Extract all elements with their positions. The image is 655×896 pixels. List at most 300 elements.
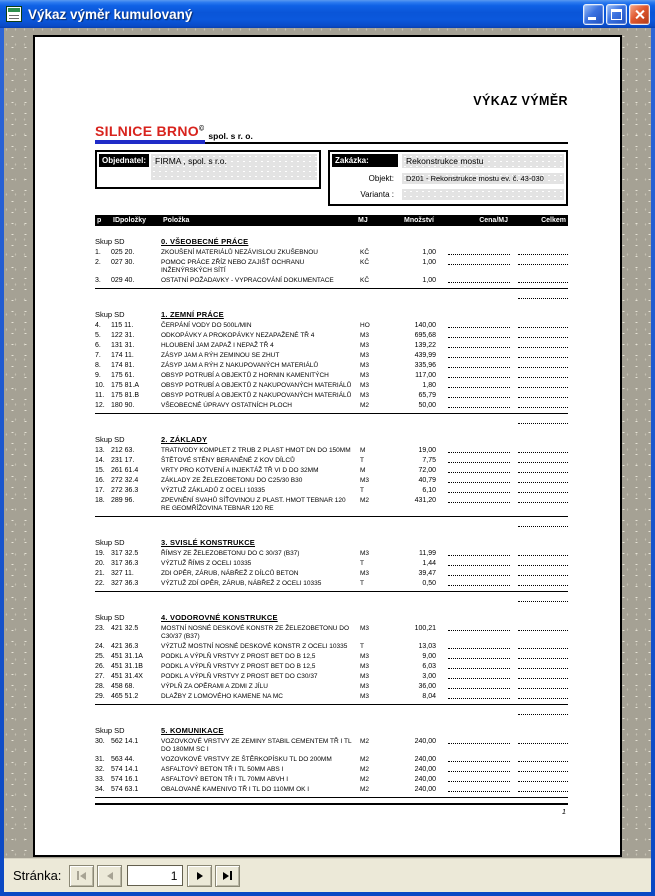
row-description: VOZOVKOVÉ VRSTVY ZE ZEMINY STABIL CEMENTEM TŘ I TL DO 180MM SC I: [161, 738, 352, 753]
row-unit-price: [436, 392, 510, 398]
dotted-placeholder: [518, 664, 568, 669]
section-title: 2. ZÁKLADY: [161, 435, 208, 444]
dotted-placeholder: [448, 654, 510, 659]
order-box: [328, 150, 568, 206]
row-item-id: 180 90.: [111, 402, 135, 409]
row-unit: M3: [360, 683, 370, 690]
row-total: [510, 332, 568, 338]
section-subtotal: [95, 517, 568, 527]
column-header-p: p: [97, 217, 102, 224]
table-row: [95, 392, 568, 400]
section-subtotal: [95, 592, 568, 602]
table-section: [95, 237, 568, 299]
section-title: 1. ZEMNÍ PRÁCE: [161, 310, 224, 319]
dotted-placeholder: [518, 458, 568, 463]
row-item-id: 574 14.1: [111, 766, 139, 773]
section-header: [95, 538, 568, 547]
row-quantity: 695,68: [414, 332, 436, 339]
section-rows: [95, 447, 568, 517]
row-total: [510, 477, 568, 483]
row-total: [510, 756, 568, 762]
row-total: [510, 467, 568, 473]
dotted-placeholder: [448, 684, 510, 689]
column-header-qty: Množství: [404, 217, 434, 224]
row-unit: M3: [360, 477, 370, 484]
section-rows: [95, 322, 568, 414]
dotted-placeholder: [518, 448, 568, 453]
row-number: 13.: [95, 447, 105, 454]
row-number: 31.: [95, 756, 105, 763]
table-row: [95, 457, 568, 465]
table-row: [95, 447, 568, 455]
row-unit-price: [436, 643, 510, 649]
maximize-icon: [611, 9, 622, 20]
dotted-placeholder: [518, 363, 568, 368]
dotted-placeholder: [448, 478, 510, 483]
row-unit: KČ: [360, 259, 370, 266]
dotted-placeholder: [448, 767, 510, 772]
row-description: ZPEVNĚNÍ SVAHŮ SÍŤOVINOU Z PLAST. HMOT TEBNAR 120 RE GEOMŘÍŽOVINA TEBNAR 120 RE: [161, 497, 346, 512]
row-unit: M3: [360, 372, 370, 379]
row-unit-price: [436, 738, 510, 744]
row-unit: HO: [360, 322, 370, 329]
dotted-placeholder: [448, 278, 510, 283]
row-quantity: 240,00: [414, 786, 436, 793]
row-number: 3.: [95, 277, 101, 284]
row-total: [510, 683, 568, 689]
dotted-placeholder: [448, 674, 510, 679]
row-quantity: 11,99: [419, 550, 436, 557]
row-unit-price: [436, 332, 510, 338]
row-quantity: 1,44: [422, 560, 436, 567]
row-total: [510, 402, 568, 408]
row-item-id: 451 31.4X: [111, 673, 143, 680]
row-number: 27.: [95, 673, 105, 680]
row-item-id: 231 17.: [111, 457, 135, 464]
row-quantity: 19,00: [418, 447, 436, 454]
row-number: 7.: [95, 352, 101, 359]
dotted-placeholder: [448, 403, 510, 408]
dotted-placeholder: [518, 373, 568, 378]
dotted-placeholder: [518, 674, 568, 679]
row-item-id: 174 11.: [111, 352, 134, 359]
row-unit-price: [436, 653, 510, 659]
row-description: DLAŽBY Z LOMOVÉHO KAMENE NA MC: [161, 693, 283, 700]
row-description: PODKL A VÝPLŇ VRSTVY Z PROST BET DO C30/37: [161, 673, 318, 680]
page-number-input[interactable]: [127, 865, 183, 886]
client-value: FIRMA , spol. s r.o.: [151, 154, 317, 180]
row-quantity: 3,00: [422, 673, 436, 680]
row-unit: T: [360, 580, 364, 587]
object-label: Objekt:: [368, 174, 394, 183]
row-unit-price: [436, 560, 510, 566]
dotted-placeholder: [518, 468, 568, 473]
dotted-placeholder: [448, 787, 510, 792]
dotted-placeholder: [518, 383, 568, 388]
dotted-placeholder: [448, 250, 510, 255]
preview-viewport[interactable]: [4, 28, 651, 858]
row-unit: M3: [360, 570, 370, 577]
dotted-placeholder: [518, 294, 568, 299]
row-number: 1.: [95, 249, 101, 256]
dotted-placeholder: [448, 260, 510, 265]
dotted-placeholder: [518, 777, 568, 782]
client-label: Objednatel:: [99, 154, 149, 167]
row-total: [510, 625, 568, 631]
window-controls: [583, 4, 650, 25]
row-item-id: 115 11.: [111, 322, 134, 329]
table-section: [95, 538, 568, 602]
close-button[interactable]: [629, 4, 650, 25]
row-description: VÝPLŇ ZA OPĚRAMI A ZDMI Z JÍLU: [161, 683, 268, 690]
table-row: [95, 249, 568, 257]
row-number: 32.: [95, 766, 105, 773]
dotted-placeholder: [518, 644, 568, 649]
table-row: [95, 653, 568, 661]
table-row: [95, 693, 568, 701]
row-description: OSTATNÍ POŽADAVKY - VYPRACOVÁNÍ DOKUMENTACE: [161, 277, 334, 284]
row-unit-price: [436, 487, 510, 493]
first-page-button[interactable]: [69, 865, 94, 887]
table-row: [95, 683, 568, 691]
row-item-id: 175 81.A: [111, 382, 140, 389]
row-unit-price: [436, 382, 510, 388]
dotted-placeholder: [448, 468, 510, 473]
dotted-placeholder: [518, 710, 568, 715]
dotted-placeholder: [518, 353, 568, 358]
table-section: [95, 726, 568, 798]
table-row: [95, 776, 568, 784]
row-unit-price: [436, 693, 510, 699]
info-boxes: [95, 150, 568, 206]
section-group-label: Skup SD: [95, 613, 125, 622]
object-value: D201 - Rekonstrukce mostu ev. č. 43-030: [402, 173, 564, 184]
dotted-placeholder: [448, 644, 510, 649]
dotted-placeholder: [518, 581, 568, 586]
row-quantity: 335,96: [414, 362, 436, 369]
row-total: [510, 259, 568, 265]
dotted-placeholder: [448, 488, 510, 493]
table-section: [95, 435, 568, 527]
row-number: 16.: [95, 477, 105, 484]
dotted-placeholder: [448, 581, 510, 586]
row-description: PODKL A VÝPLŇ VRSTVY Z PROST BET DO B 12,5: [161, 653, 316, 660]
column-header-mj: MJ: [358, 217, 368, 224]
row-total: [510, 277, 568, 283]
table-row: [95, 766, 568, 774]
row-unit: T: [360, 643, 364, 650]
row-total: [510, 392, 568, 398]
row-total: [510, 447, 568, 453]
row-quantity: 6,03: [422, 663, 436, 670]
row-item-id: 029 40.: [111, 277, 135, 284]
row-unit: T: [360, 457, 364, 464]
maximize-button[interactable]: [606, 4, 627, 25]
row-unit: M3: [360, 625, 370, 632]
row-unit: KČ: [360, 277, 370, 284]
dotted-placeholder: [518, 787, 568, 792]
row-total: [510, 497, 568, 503]
table-row: [95, 352, 568, 360]
column-header-desc: Položka: [163, 217, 190, 224]
row-number: 19.: [95, 550, 105, 557]
table-row: [95, 738, 568, 754]
row-item-id: 458 68.: [111, 683, 135, 690]
table-row: [95, 580, 568, 588]
row-description: POMOC PRÁCE ZŘÍZ NEBO ZAJIŠŤ OCHRANU INŽENÝRSKÝCH SÍTÍ: [161, 259, 305, 274]
copyright-mark: ©: [198, 125, 205, 133]
row-total: [510, 643, 568, 649]
row-item-id: 272 36.3: [111, 487, 139, 494]
dotted-placeholder: [448, 448, 510, 453]
row-unit: M3: [360, 362, 370, 369]
dotted-placeholder: [518, 739, 568, 744]
column-header-cena: Cena/MJ: [479, 217, 508, 224]
company-suffix: spol. s r. o.: [208, 131, 253, 141]
table-row: [95, 497, 568, 513]
row-total: [510, 487, 568, 493]
row-item-id: 272 32.4: [111, 477, 139, 484]
row-item-id: 261 61.4: [111, 467, 139, 474]
row-number: 18.: [95, 497, 105, 504]
section-header: [95, 726, 568, 735]
row-item-id: 327 36.3: [111, 580, 139, 587]
row-number: 2.: [95, 259, 101, 266]
row-number: 9.: [95, 372, 101, 379]
row-quantity: 140,00: [414, 322, 436, 329]
row-description: ŘÍMSY ZE ŽELEZOBETONU DO C 30/37 (B37): [161, 550, 300, 557]
row-quantity: 117,00: [415, 372, 436, 379]
dotted-placeholder: [518, 403, 568, 408]
row-number: 6.: [95, 342, 101, 349]
row-item-id: 175 61.: [111, 372, 135, 379]
table-row: [95, 362, 568, 370]
dotted-placeholder: [448, 777, 510, 782]
dotted-placeholder: [448, 694, 510, 699]
dotted-placeholder: [518, 694, 568, 699]
row-description: OBSYP POTRUBÍ A OBJEKTŮ Z NAKUPOVANÝCH MATERIÁLŮ: [161, 382, 352, 389]
row-quantity: 240,00: [414, 756, 436, 763]
row-unit-price: [436, 580, 510, 586]
dotted-placeholder: [448, 626, 510, 631]
table-row: [95, 663, 568, 671]
table-section: [95, 310, 568, 424]
row-unit: M2: [360, 786, 370, 793]
row-unit-price: [436, 457, 510, 463]
row-description: TRATIVODY KOMPLET Z TRUB Z PLAST HMOT DN DO 150MM: [161, 447, 351, 454]
row-unit-price: [436, 625, 510, 631]
dotted-placeholder: [448, 739, 510, 744]
row-quantity: 0,50: [422, 580, 436, 587]
dotted-placeholder: [448, 551, 510, 556]
title-bar[interactable]: [0, 0, 655, 28]
dotted-placeholder: [448, 363, 510, 368]
row-description: ASFALTOVÝ BETON TŘ I TL 70MM ABVH I: [161, 776, 289, 783]
row-unit-price: [436, 467, 510, 473]
row-item-id: 027 30.: [111, 259, 135, 266]
row-number: 23.: [95, 625, 105, 632]
dotted-placeholder: [518, 654, 568, 659]
row-quantity: 39,47: [418, 570, 436, 577]
row-number: 28.: [95, 683, 105, 690]
report-window-icon[interactable]: [6, 6, 22, 22]
row-quantity: 1,80: [422, 382, 436, 389]
row-unit: M: [360, 447, 366, 454]
next-page-button[interactable]: [187, 865, 212, 887]
row-number: 34.: [95, 786, 105, 793]
row-unit-price: [436, 402, 510, 408]
section-title: 0. VŠEOBECNÉ PRÁCE: [161, 237, 249, 246]
last-page-icon: [223, 872, 229, 880]
row-number: 24.: [95, 643, 105, 650]
row-description: VÝZTUŽ MOSTNÍ NOSNÉ DESKOVÉ KONSTR Z OCELI 10335: [161, 643, 348, 650]
dotted-placeholder: [448, 333, 510, 338]
row-total: [510, 382, 568, 388]
section-title: 4. VODOROVNÉ KONSTRUKCE: [161, 613, 278, 622]
row-number: 12.: [95, 402, 105, 409]
row-total: [510, 249, 568, 255]
row-total: [510, 570, 568, 576]
row-quantity: 9,00: [422, 653, 436, 660]
dotted-placeholder: [518, 393, 568, 398]
dotted-placeholder: [518, 551, 568, 556]
row-unit-price: [436, 342, 510, 348]
minimize-button[interactable]: [583, 4, 604, 25]
variant-value: [402, 189, 564, 200]
variant-label: Varianta :: [360, 190, 394, 199]
row-unit: KČ: [360, 249, 370, 256]
row-total: [510, 372, 568, 378]
section-subtotal: [95, 705, 568, 715]
row-unit-price: [436, 477, 510, 483]
row-item-id: 317 32.5: [111, 550, 139, 557]
row-description: VÝZTUŽ ŘÍMS Z OCELI 10335: [161, 560, 252, 567]
row-unit: M3: [360, 332, 370, 339]
dotted-placeholder: [448, 343, 510, 348]
dotted-placeholder: [518, 343, 568, 348]
row-total: [510, 766, 568, 772]
row-quantity: 1,00: [422, 259, 436, 266]
row-item-id: 174 81.: [111, 362, 135, 369]
table-row: [95, 382, 568, 390]
row-quantity: 240,00: [414, 776, 436, 783]
row-quantity: 240,00: [414, 766, 436, 773]
dotted-placeholder: [518, 597, 568, 602]
page-number: 1: [561, 807, 566, 816]
first-page-icon-arrow: [80, 872, 86, 880]
row-total: [510, 342, 568, 348]
dotted-placeholder: [448, 571, 510, 576]
row-item-id: 451 31.1B: [111, 663, 143, 670]
dotted-placeholder: [518, 478, 568, 483]
dotted-placeholder: [448, 383, 510, 388]
table-row: [95, 625, 568, 641]
table-row: [95, 402, 568, 410]
row-number: 22.: [95, 580, 105, 587]
order-label: Zakázka:: [332, 154, 398, 167]
next-page-icon: [197, 872, 203, 880]
row-unit-price: [436, 786, 510, 792]
row-unit-price: [436, 447, 510, 453]
last-page-button[interactable]: [215, 865, 240, 887]
row-item-id: 451 31.1A: [111, 653, 143, 660]
order-value: Rekonstrukce mostu: [402, 154, 564, 168]
dotted-placeholder: [518, 278, 568, 283]
row-quantity: 40,79: [418, 477, 436, 484]
brand-row: [95, 121, 568, 144]
row-unit: M2: [360, 497, 370, 504]
section-rows: [95, 738, 568, 798]
row-number: 10.: [95, 382, 105, 389]
section-group-label: Skup SD: [95, 726, 125, 735]
row-description: VOZOVKOVÉ VRSTVY ZE ŠTĚRKOPÍSKU TL DO 200MM: [161, 756, 332, 763]
dotted-placeholder: [518, 571, 568, 576]
row-number: 14.: [95, 457, 105, 464]
row-unit-price: [436, 259, 510, 265]
row-total: [510, 693, 568, 699]
row-item-id: 289 96.: [111, 497, 135, 504]
row-unit-price: [436, 766, 510, 772]
row-unit-price: [436, 683, 510, 689]
row-quantity: 6,10: [422, 487, 436, 494]
row-quantity: 240,00: [414, 738, 436, 745]
row-quantity: 13,03: [418, 643, 436, 650]
row-unit-price: [436, 497, 510, 503]
row-unit-price: [436, 663, 510, 669]
dotted-placeholder: [448, 393, 510, 398]
row-item-id: 562 14.1: [111, 738, 139, 745]
row-number: 8.: [95, 362, 101, 369]
row-total: [510, 560, 568, 566]
client-box: [95, 150, 321, 189]
dotted-placeholder: [448, 458, 510, 463]
row-item-id: 465 51.2: [111, 693, 139, 700]
row-number: 25.: [95, 653, 105, 660]
row-description: ODKOPÁVKY A PROKOPÁVKY NEZAPAŽENÉ TŘ 4: [161, 332, 315, 339]
table-row: [95, 756, 568, 764]
row-description: OBALOVANÉ KAMENIVO TŘ I TL DO 110MM OK I: [161, 786, 310, 793]
row-item-id: 421 32.5: [111, 625, 139, 632]
section-title: 3. SVISLÉ KONSTRUKCE: [161, 538, 256, 547]
row-unit: T: [360, 560, 364, 567]
dotted-placeholder: [518, 419, 568, 424]
table-row: [95, 643, 568, 651]
dotted-placeholder: [448, 664, 510, 669]
row-unit: M3: [360, 673, 370, 680]
row-item-id: 212 63.: [111, 447, 135, 454]
row-unit-price: [436, 277, 510, 283]
close-icon: [635, 8, 644, 21]
row-total: [510, 322, 568, 328]
table-row: [95, 259, 568, 275]
section-header: [95, 237, 568, 246]
row-item-id: 131 31.: [111, 342, 135, 349]
row-number: 29.: [95, 693, 105, 700]
row-quantity: 139,22: [414, 342, 436, 349]
section-rows: [95, 249, 568, 289]
row-total: [510, 786, 568, 792]
row-number: 4.: [95, 322, 101, 329]
row-item-id: 317 36.3: [111, 560, 139, 567]
row-unit: M3: [360, 382, 370, 389]
table-row: [95, 487, 568, 495]
report-page[interactable]: [33, 35, 622, 857]
object-row: [332, 173, 564, 184]
dotted-placeholder: [448, 353, 510, 358]
previous-page-button[interactable]: [97, 865, 122, 887]
row-description: VÝZTUŽ ZDÍ OPĚR, ZÁRUB, NÁBŘEŽ Z OCELI 10335: [161, 580, 322, 587]
row-total: [510, 673, 568, 679]
